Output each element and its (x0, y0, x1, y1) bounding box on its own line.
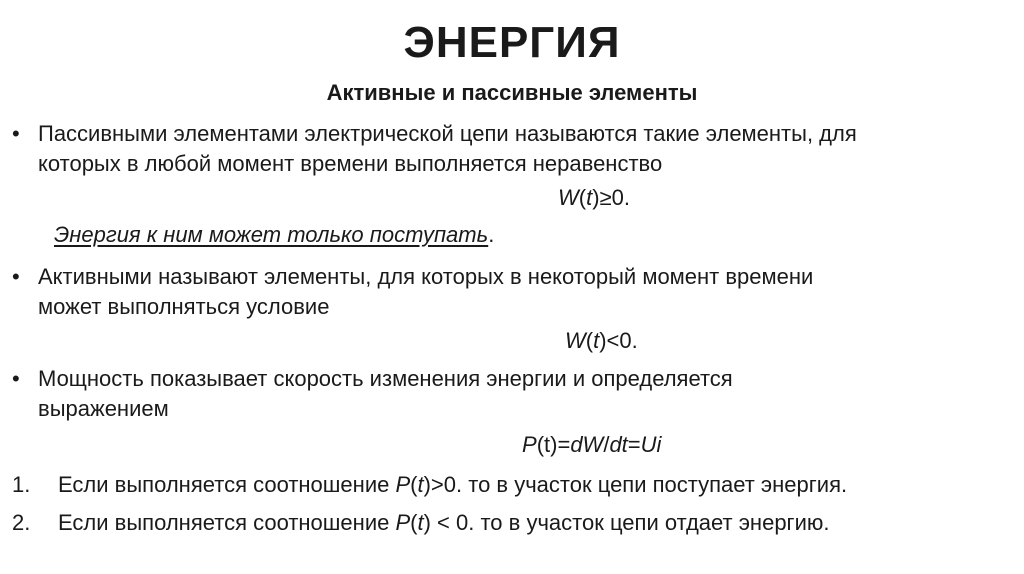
passive-note: Энергия к ним может только поступать. (54, 222, 495, 247)
formula-variable: W (565, 328, 586, 353)
passive-text-line-2: которых в любой момент времени выполняется неравенство (38, 151, 663, 176)
power-formula: P(t)=dW/dt=Ui (522, 432, 662, 457)
power-text-line-1: Мощность показывает скорость изменения энергии и определяется (38, 366, 733, 391)
numbered-item-2: Если выполняется соотношение P(t) < 0. то в участок цепи отдает энергию. (58, 510, 830, 535)
numbered-item-1: Если выполняется соотношение P(t)>0. то в участок цепи поступает энергия. (58, 472, 848, 497)
passive-text-line-1: Пассивными элементами электрической цепи называются такие элементы, для (38, 121, 857, 146)
numbered-item-marker: 1. (12, 472, 31, 497)
formula-variable: W (558, 185, 579, 210)
power-text-line-2: выражением (38, 396, 169, 421)
active-text-line-1: Активными называют элементы, для которых в некоторый момент времени (38, 264, 814, 289)
numbered-item-marker: 2. (12, 510, 31, 535)
active-text-line-2: может выполняться условие (38, 294, 330, 319)
passive-formula: W(t)≥0. (558, 185, 630, 210)
passive-note-text: Энергия к ним может только поступать (54, 222, 489, 247)
bullet-marker: • (12, 264, 20, 289)
slide-title: ЭНЕРГИЯ (403, 18, 621, 67)
slide-subtitle: Активные и пассивные элементы (326, 80, 698, 105)
bullet-marker: • (12, 121, 20, 146)
active-formula: W(t)<0. (565, 328, 638, 353)
bullet-marker: • (12, 366, 20, 391)
